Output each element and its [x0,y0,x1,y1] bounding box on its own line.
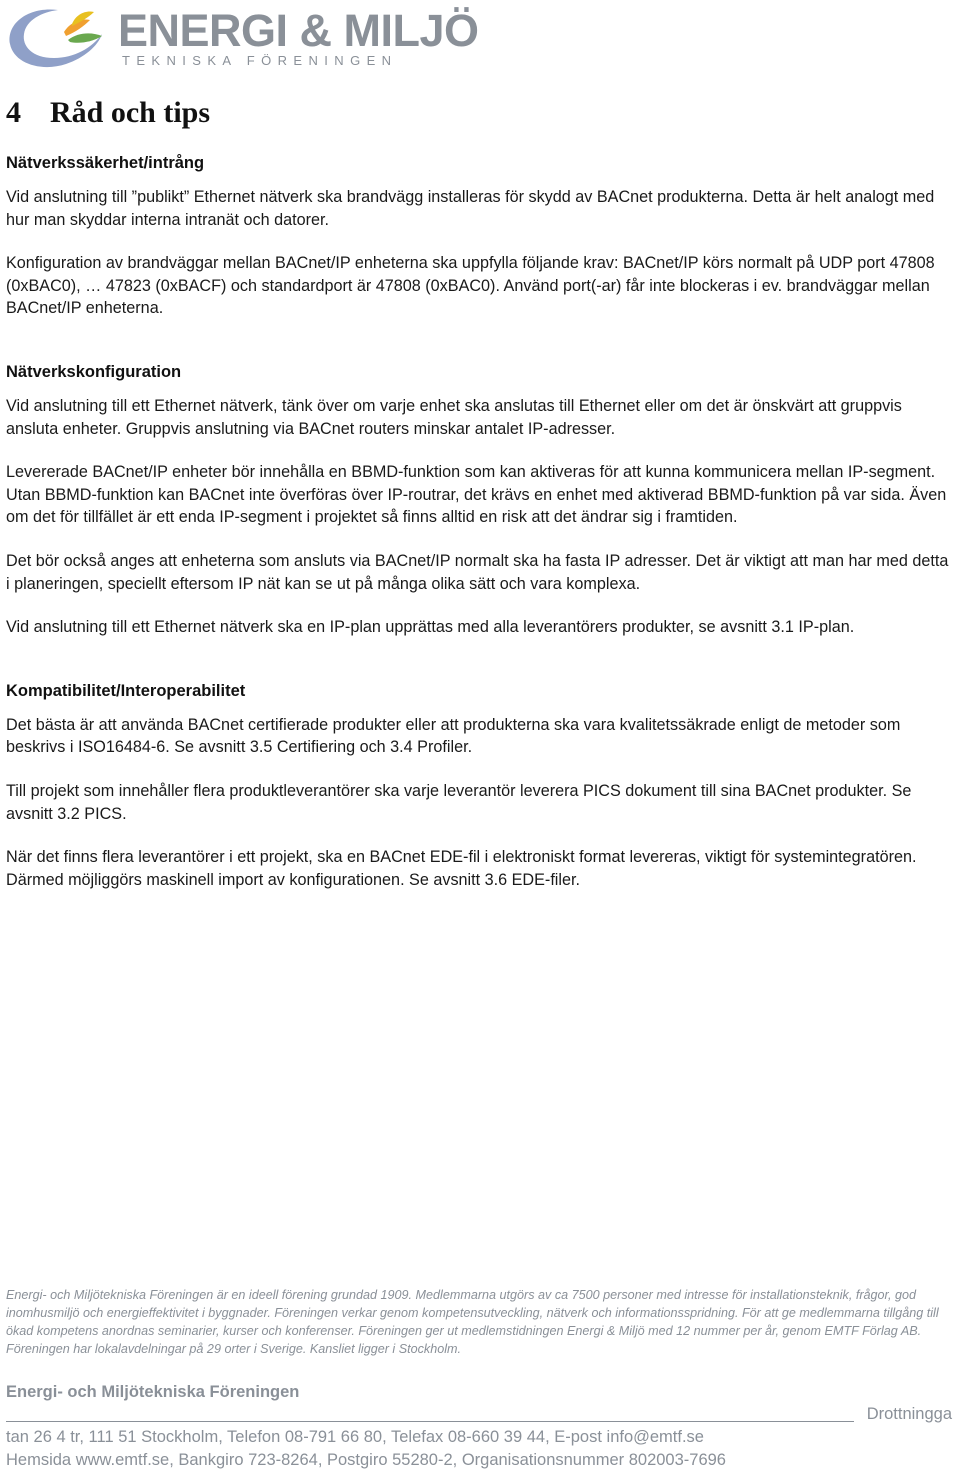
paragraph: När det finns flera leverantörer i ett projekt, ska en BACnet EDE-fil i elektroniskt format levereras, viktigt för systemintegratören. Därmed möjliggörs maskinell import av konfigurationen. Se avsnitt 3.6 EDE-filer. [6,848,917,889]
logo-swirl-icon [6,2,118,74]
section-number: 4 [6,96,21,129]
paragraph: Vid anslutning till ”publikt” Ethernet nätverk ska brandvägg installeras för skydd av BACnet produkterna. Detta är helt analogt med hur man skyddar interna intranät och datorer. [6,188,935,229]
logo [6,2,479,74]
footer-divider [6,1421,854,1422]
section-title-text: Råd och tips [50,96,211,129]
heading-network-configuration: Nätverkskonfiguration [6,362,182,381]
paragraph: Det bör också anges att enheterna som ansluts via BACnet/IP normalt ska ha fasta IP adresser. Det är viktigt att man har med detta i planeringen, speciellt eftersom IP nät kan se ut på många olika sätt och vara komplexa. [6,551,949,593]
footer-web: Hemsida www.emtf.se, Bankgiro 723-8264, Postgiro 55280-2, Organisationsnummer 802003-7696 [6,1451,726,1469]
logo-wordmark: ENERGI & MILJÖ [118,5,479,56]
footer-org-name: Energi- och Miljötekniska Föreningen [6,1383,300,1401]
footer-address: tan 26 4 tr, 111 51 Stockholm, Telefon 08-791 66 80, Telefax 08-660 39 44, E-post info@emtf.se [6,1428,704,1446]
heading-network-security: Nätverkssäkerhet/intrång [6,154,205,172]
main-content [6,94,950,912]
paragraph: Till projekt som innehåller flera produktleverantörer ska varje leverantör leverera PICS dokument till sina BACnet produkter. Se avsnitt 3.2 PICS. [6,781,912,823]
paragraph: Levererade BACnet/IP enheter bör innehålla en BBMD-funktion som kan aktiveras för att kunna kommunicera mellan IP-segment. Utan BBMD-funktion kan BACnet inte överföras över IP-routrar, det krävs en enhet med aktiverad BBMD-funktion på var sida. Även om det för tillfället är ett enda IP-segment i projektet så finns alltid en risk att det ändrar sig i framtiden. [6,463,947,527]
footer-street-start: Drottningga [866,1405,952,1423]
paragraph: Vid anslutning till ett Ethernet nätverk, tänk över om varje enhet ska anslutas till Ethernet eller om det är önskvärt att gruppvis ansluta enheter. Gruppvis anslutning via BACnet routers minskar antalet IP-adresser. [6,396,902,438]
paragraph: Det bästa är att använda BACnet certifierade produkter eller att produkterna ska vara kvalitetssäkrade enligt de metoder som beskrivs i ISO16484-6. Se avsnitt 3.5 Certifiering och 3.4 Profiler. [6,715,901,757]
heading-compatibility: Kompatibilitet/Interoperabilitet [6,681,246,700]
paragraph: Vid anslutning till ett Ethernet nätverk ska en IP-plan upprättas med alla leverantörers produkter, se avsnitt 3.1 IP-plan. [6,618,855,637]
logo-subtitle: TEKNISKA FÖRENINGEN [122,53,398,68]
paragraph: Konfiguration av brandväggar mellan BACnet/IP enheterna ska uppfylla följande krav: BACnet/IP körs normalt på UDP port 47808 (0xBAC0), … 47823 (0xBACF) och standardport är 47808 (0xBAC0). Använd port(-ar) får inte blockeras i ev. brandväggar mellan BACnet/IP enheterna. [6,254,935,318]
section-title [6,94,950,132]
footer-note: Energi- och Miljötekniska Föreningen är en ideell förening grundad 1909. Medlemmarna utgörs av ca 7500 personer med intresse för installationsteknik, frågor, god inomhusmiljö och energieffektivitet i byggnader. Föreningen verkar genom kompetensutveckling, nätverk och informationsspridning. För att ge medlemmarna tillgång till ökad kompetens anordnas seminarier, kurser och konferenser. Föreningen ger ut medlemstidningen Energi & Miljö med 12 nummer per år, genom EMTF Förlag AB. Föreningen har lokalavdelningar på 29 orter i Sverige. Kansliet ligger i Stockholm. [6,1288,939,1356]
